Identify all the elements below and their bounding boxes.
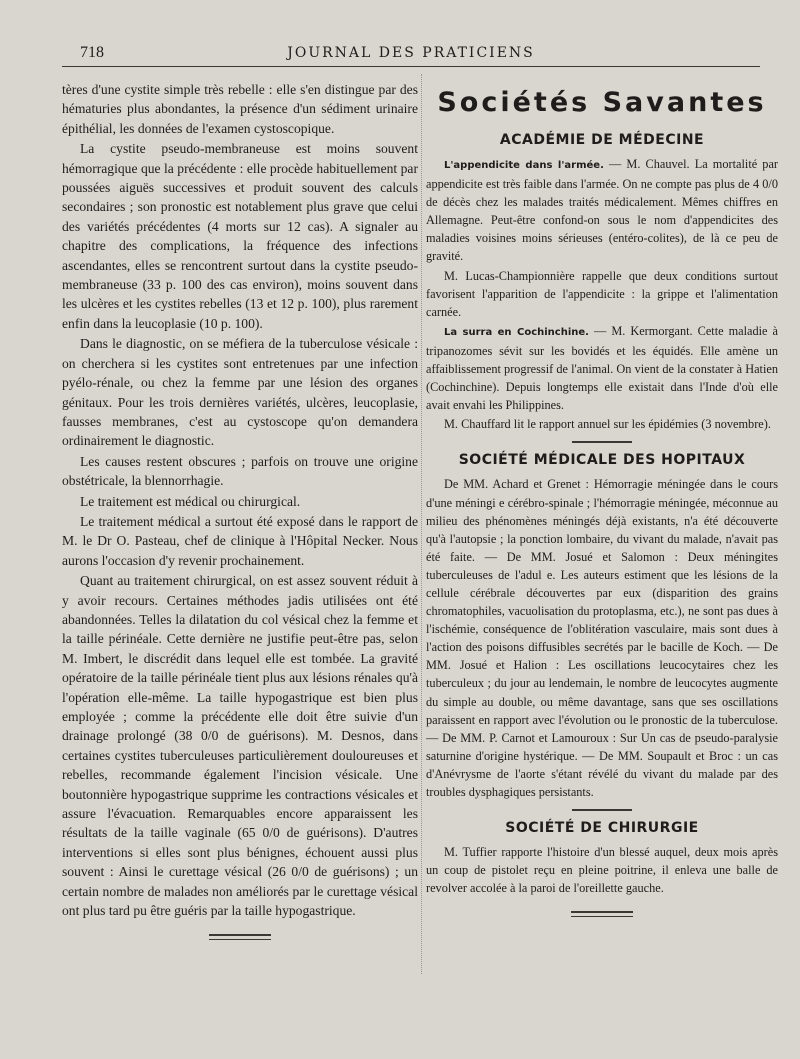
paragraph: Le traitement médical a surtout été exposé dans le rapport de M. le Dr O. Pasteau, chef de clinique à l'Hôpital Necker. Nous aurons l'occasion d'y revenir prochainement. (62, 513, 418, 568)
paragraph: Dans le diagnostic, on se méfiera de la tuberculose vésicale : on cherchera si les cystites sont entretenues par une infection pyélo-rénale, ou chez la femme par une lésion des organes génitaux. Pour les trois dernières variétés, ulcères, leucoplasie, fausses membranes, c'est au cystoscope qu'on demandera ordinairement le diagnostic. (62, 336, 418, 449)
run-in-title: L'appendicite dans l'armée. (444, 160, 604, 171)
page-number: 718 (80, 44, 104, 61)
section-separator (572, 809, 632, 811)
paragraph: Les causes restent obscures ; parfois on trouve une origine obstétricale, la blennorrhagie. (62, 453, 418, 489)
chirurgie-heading: SOCIÉTÉ DE CHIRURGIE (505, 820, 699, 837)
paragraph: La cystite pseudo-membraneuse est moins souvent hémorragique que la précédente : elle procède habituellement par poussées aiguës successives et produit souvent des calculs secondaires ; son pronostic est notablement plus grave que celui des variétés précédentes (4 morts sur 12 cas). A signaler au chapitre des complications, la fréquence des infections ascendantes, elles se rencontrent surtout dans la cystite pseudo-membraneuse (33 p. 100 des cas environ), moins souvent dans les ulcères et les cystites rebelles (13 et 12 p. 100), plus rarement enfin dans la leucoplasie (10 p. 100). (62, 141, 418, 331)
hopitaux-heading: SOCIÉTÉ MÉDICALE DES HOPITAUX (458, 452, 746, 469)
academie-paragraph (426, 155, 778, 266)
journal-title: JOURNAL DES PRATICIENS (287, 45, 535, 61)
academie-paragraph (426, 322, 778, 414)
paragraph-text: — M. Chauvel. La mortalité par appendicite est très faible dans l'armée. On ne compte pas plus de 4 0/0 de décès chez les malades traités médicalement. Mêmes chiffres en Allemagne. Peut-être confond-on sous le nom d'appendicites des maladies voisines moins sérieuses (entéro-colites), de là ce peu de gravité. (426, 157, 778, 264)
academie-heading: ACADÉMIE DE MÉDECINE (499, 132, 705, 148)
academie-paragraph: M. Chauffard lit le rapport annuel sur les épidémies (3 novembre). (444, 417, 771, 432)
paragraph: Quant au traitement chirurgical, on est assez souvent réduit à y avoir recours. Certaines méthodes jadis utilisées ont été abandonnées. Telles la dilatation du col vésical chez la femme et la taille périnéale. Cette dernière ne justifie peut-être pas, selon M. Imbert, le discrédit dans lequel elle est tombée. La gravité opératoire de la taille périnéale tient plus aux lésions rénales qu'à l'opération elle-même. La taille hypogastrique est bien plus employée ; comme la précédente elle doit être suivie d'un drainage prolongé (38 0/0 de guérisons). M. Desnos, dans certaines cystites tuberculeuses particulièrement douloureuses et rebelles, recommande également l'incision vésicale. Une boutonnière hypogastrique supprime les contractions vésicales et assure l'évacuation. Remarquables encore apparaissent les résultats de la taille vaginale (65 0/0 de guérisons). D'autres interventions si elles sont plus bénignes, échouent aussi plus souvent : Ainsi le curettage vésical (26 0/0 de guérisons) ; un certain nombre de malades non améliorés par le curettage vésical ont plus tard pu être guéris par la taille hypogastrique. (62, 573, 418, 919)
left-column (62, 80, 418, 999)
right-column (426, 80, 778, 999)
section-main-heading: Sociétés Savantes (437, 87, 767, 118)
hopitaux-paragraph: De MM. Achard et Grenet : Hémorragie méningée dans le cours d'une méningi e cérébro-spinale ; l'hémorragie méningée, méconnue au milieu des phénomènes méningés déjà existants, n'a été découverte qu'à l'autopsie ; la ponction lombaire, du vivant du malade, n'avait pas été faite. — De MM. Josué et Salomon : Deux méningites tuberculeuses de l'adul e. Les auteurs estiment que les lésions de la cellule cérébrale découvertes par eux (disparition des grains chromatophiles, vacuolisation du protoplasma, etc.), ne sont pas dues à l'ischémie, conséquence de l'oblitération vasculaire, mais sont dues à l'action des poisons diffusibles secrétés par le bacille de Koch. — De MM. Josué et Halion : Les oscillations leucocytaires chez les tuberculeux ; du jour au lendemain, le nombre de leucocytes augmente du simple au double, ou même davantage, sans que ses oscillations paraissent en rapport avec l'évolution ou le pronostic de la tuberculose. — De MM. P. Carnot et Lamouroux : Sur Un cas de pseudo-paralysie saturnine d'origine hystérique. — De MM. Soupault et Broc : un cas d'Anévrysme de l'aorte s'étant révélé du vivant du malade par des troubles dysphagiques persistants. (426, 477, 778, 799)
running-head (62, 44, 760, 67)
paragraph-text: — M. Kermorgant. Cette maladie à tripanozomes sévit sur les bovidés et les équidés. Elle amène un affaiblissement progressif de l'animal. On vient de la constater à Hatien (Cochinchine). Depuis longtemps elle existait dans l'Inde d'où elle avait envahi les Philippines. (426, 323, 778, 413)
paragraph: Le traitement est médical ou chirurgical. (80, 493, 301, 509)
paragraph: tères d'une cystite simple très rebelle : elle s'en distingue par des hématuries plus abondantes, la présence d'un sédiment urinaire épithélial, les données de l'examen cystoscopique. (62, 82, 418, 136)
end-rule (209, 934, 271, 940)
academie-paragraph: M. Lucas-Championnière rappelle que deux conditions surtout favorisent l'apparition de l'appendicite : la grippe et l'alimentation carnée. (426, 268, 778, 319)
section-separator (572, 441, 632, 443)
chirurgie-paragraph: M. Tuffier rapporte l'histoire d'un blessé auquel, deux mois après un coup de pistolet reçu en pleine poitrine, il enleva une balle de revolver accolée à la paroi de l'oreillette gauche. (426, 845, 778, 896)
end-rule (571, 911, 633, 917)
column-divider (421, 74, 422, 974)
run-in-title: La surra en Cochinchine. (444, 326, 589, 338)
